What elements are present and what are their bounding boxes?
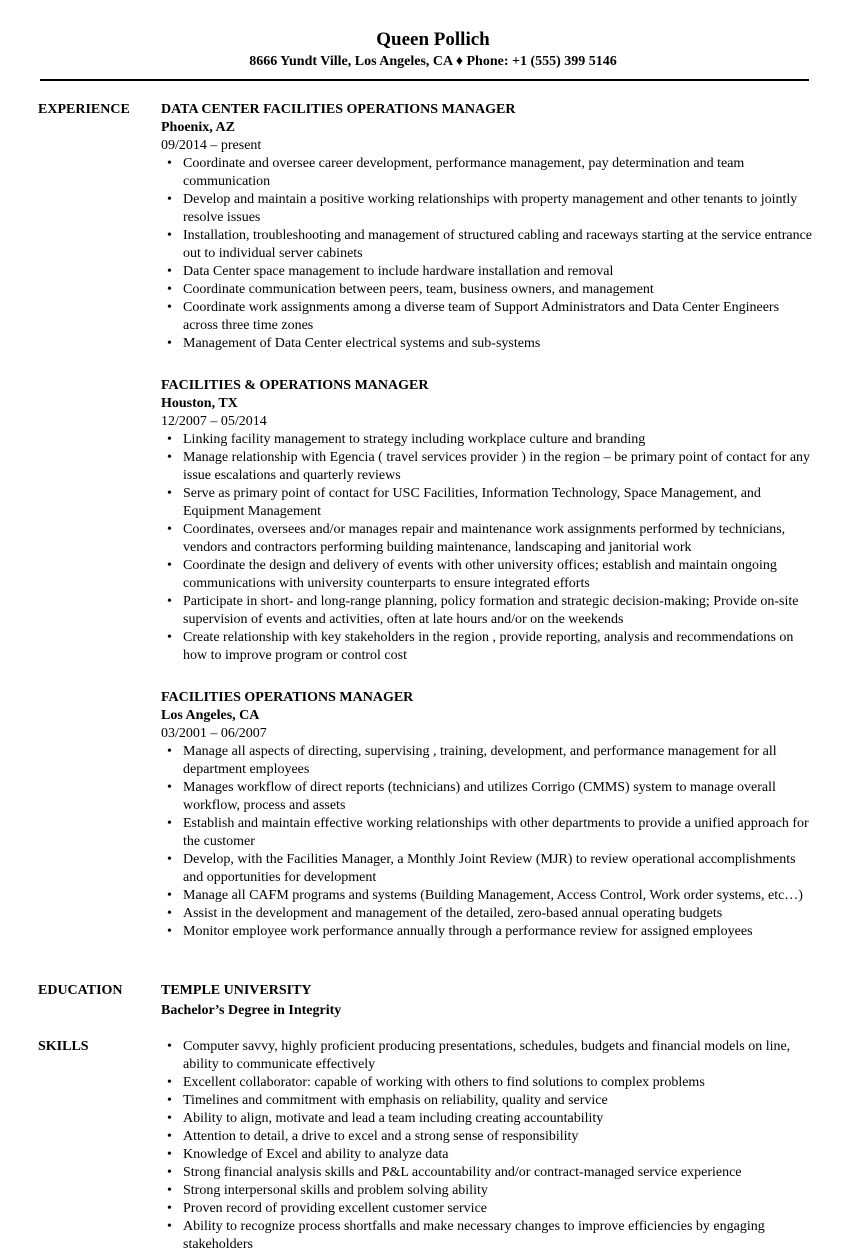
job-bullets [161,431,816,665]
job-bullet: • Monitor employee work performance annually through a performance review for assigned employees [161,923,816,941]
job-bullets [161,155,816,353]
job-bullet: • Manage relationship with Egencia ( travel services provider ) in the region – be primary point of contact for any issue escalations and quarterly reviews [161,449,816,485]
job-location: Houston, TX [161,396,238,411]
job-bullet: • Develop and maintain a positive working relationships with property management and other tenants to jointly resolve issues [161,191,816,227]
skills-label: SKILLS [38,1039,89,1054]
skill-item: • Knowledge of Excel and ability to analyze data [161,1146,816,1164]
job-location: Phoenix, AZ [161,120,235,135]
experience-body [161,101,816,965]
job-bullet: • Create relationship with key stakeholders in the region , provide reporting, analysis and recommendations on how to improve program or control cost [161,629,816,665]
resume-header [0,28,866,72]
education-school: TEMPLE UNIVERSITY [161,983,312,998]
job-bullet: • Coordinate the design and delivery of events with other university offices; establish and maintain ongoing communications with university counterparts to ensure integrated efforts [161,557,816,593]
skills-body [161,1038,816,1254]
job-title: DATA CENTER FACILITIES OPERATIONS MANAGER [161,102,516,117]
job-location: Los Angeles, CA [161,708,260,723]
skill-item: • Proven record of providing excellent customer service [161,1200,816,1218]
job-dates: 03/2001 – 06/2007 [161,726,267,741]
education-label: EDUCATION [38,983,123,998]
job-bullet: • Coordinates, oversees and/or manages repair and maintenance work assignments performed by technicians, vendors and contractors performing building maintenance, landscaping and janitorial work [161,521,816,557]
job-bullet: • Linking facility management to strategy including workplace culture and branding [161,431,816,449]
job-entry [161,101,816,353]
experience-label: EXPERIENCE [38,102,130,117]
header-divider [40,79,809,81]
job-bullet: • Establish and maintain effective working relationships with other departments to provide a unified approach for the customer [161,815,816,851]
job-bullet: • Manages workflow of direct reports (technicians) and utilizes Corrigo (CMMS) system to manage overall workflow, process and assets [161,779,816,815]
job-bullet: • Management of Data Center electrical systems and sub-systems [161,335,816,353]
skill-item: • Timelines and commitment with emphasis on reliability, quality and service [161,1092,816,1110]
skill-item: • Strong interpersonal skills and problem solving ability [161,1182,816,1200]
contact-line: 8666 Yundt Ville, Los Angeles, CA ♦ Phone: +1 (555) 399 5146 [249,54,617,69]
skill-item: • Ability to align, motivate and lead a team including creating accountability [161,1110,816,1128]
education-degree: Bachelor’s Degree in Integrity [161,1003,342,1018]
job-bullet: • Coordinate work assignments among a diverse team of Support Administrators and Data Center Engineers across three time zones [161,299,816,335]
job-title: FACILITIES OPERATIONS MANAGER [161,690,414,705]
job-entry [161,377,816,665]
job-bullet: • Manage all aspects of directing, supervising , training, development, and performance management for all department employees [161,743,816,779]
job-bullet: • Coordinate and oversee career development, performance management, pay determination and team communication [161,155,816,191]
education-body [161,982,816,1020]
skill-item: • Ability to recognize process shortfalls and make necessary changes to improve efficiencies by engaging stakeholders [161,1218,816,1254]
job-bullet: • Data Center space management to include hardware installation and removal [161,263,816,281]
job-bullet: • Installation, troubleshooting and management of structured cabling and raceways starting at the service entrance out to individual server cabinets [161,227,816,263]
job-dates: 09/2014 – present [161,138,262,153]
job-dates: 12/2007 – 05/2014 [161,414,267,429]
skill-item: • Computer savvy, highly proficient producing presentations, schedules, budgets and financial models on line, ability to communicate effectively [161,1038,816,1074]
job-bullets [161,743,816,941]
job-bullet: • Participate in short- and long-range planning, policy formation and strategic decision-making; Provide on-site supervision of events and activities, often at late hours and/or on the weekends [161,593,816,629]
skill-item: • Strong financial analysis skills and P&L accountability and/or contract-managed service experience [161,1164,816,1182]
job-bullet: • Assist in the development and management of the detailed, zero-based annual operating budgets [161,905,816,923]
skill-item: • Attention to detail, a drive to excel and a strong sense of responsibility [161,1128,816,1146]
candidate-name: Queen Pollich [376,29,490,50]
job-bullet: • Serve as primary point of contact for USC Facilities, Information Technology, Space Management, and Equipment Management [161,485,816,521]
job-bullet: • Coordinate communication between peers, team, business owners, and management [161,281,816,299]
skill-item: • Excellent collaborator: capable of working with others to find solutions to complex problems [161,1074,816,1092]
job-bullet: • Develop, with the Facilities Manager, a Monthly Joint Review (MJR) to review operational accomplishments and opportunities for development [161,851,816,887]
job-bullet: • Manage all CAFM programs and systems (Building Management, Access Control, Work order systems, etc…) [161,887,816,905]
skills-list [161,1038,816,1254]
job-entry [161,689,816,941]
job-title: FACILITIES & OPERATIONS MANAGER [161,378,429,393]
